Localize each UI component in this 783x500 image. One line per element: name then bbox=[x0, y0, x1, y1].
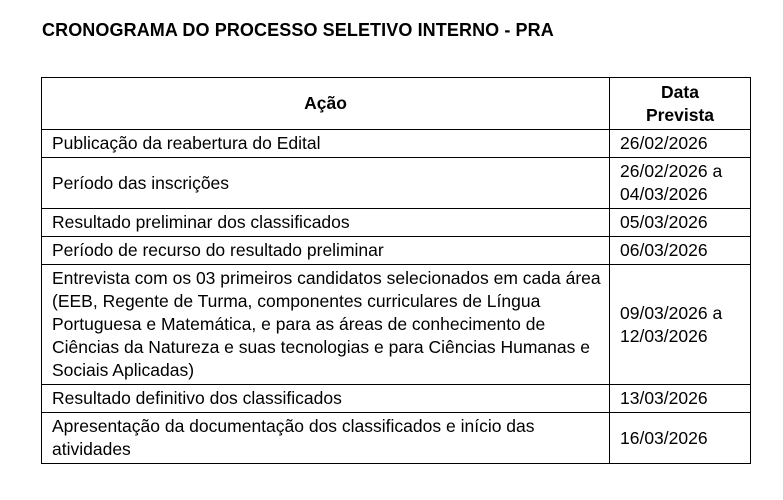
row-date: 06/03/2026 bbox=[610, 237, 751, 265]
row-action: Publicação da reabertura do Edital bbox=[42, 130, 610, 158]
table-row bbox=[42, 413, 751, 464]
row-date: 26/02/2026 bbox=[610, 130, 751, 158]
row-action: Resultado preliminar dos classificados bbox=[42, 209, 610, 237]
row-date: 16/03/2026 bbox=[610, 413, 751, 464]
row-date: 09/03/2026 a 12/03/2026 bbox=[610, 265, 751, 385]
table-row bbox=[42, 209, 751, 237]
row-date: 26/02/2026 a 04/03/2026 bbox=[610, 158, 751, 209]
header-date-line2: Prevista bbox=[645, 104, 715, 125]
header-date-line1: Data bbox=[661, 81, 699, 102]
row-action: Apresentação da documentação dos classificados e início das atividades bbox=[42, 413, 610, 464]
table-row bbox=[42, 385, 751, 413]
header-date bbox=[610, 78, 751, 130]
row-date: 13/03/2026 bbox=[610, 385, 751, 413]
table-row bbox=[42, 265, 751, 385]
row-date: 05/03/2026 bbox=[610, 209, 751, 237]
table-row bbox=[42, 237, 751, 265]
row-action: Entrevista com os 03 primeiros candidatos selecionados em cada área (EEB, Regente de Turma, componentes curriculares de Língua Portuguesa e Matemática, e para as áreas de conhecimento de Ciências da Natureza e suas tecnologias e para Ciências Humanas e Sociais Aplicadas) bbox=[42, 265, 610, 385]
row-action: Período de recurso do resultado preliminar bbox=[42, 237, 610, 265]
schedule-table bbox=[41, 77, 751, 464]
row-action: Resultado definitivo dos classificados bbox=[42, 385, 610, 413]
table-header-row bbox=[42, 78, 751, 130]
table-row bbox=[42, 130, 751, 158]
table-row bbox=[42, 158, 751, 209]
header-action: Ação bbox=[42, 78, 610, 130]
row-action: Período das inscrições bbox=[42, 158, 610, 209]
document-title: CRONOGRAMA DO PROCESSO SELETIVO INTERNO - PRA bbox=[42, 20, 554, 40]
